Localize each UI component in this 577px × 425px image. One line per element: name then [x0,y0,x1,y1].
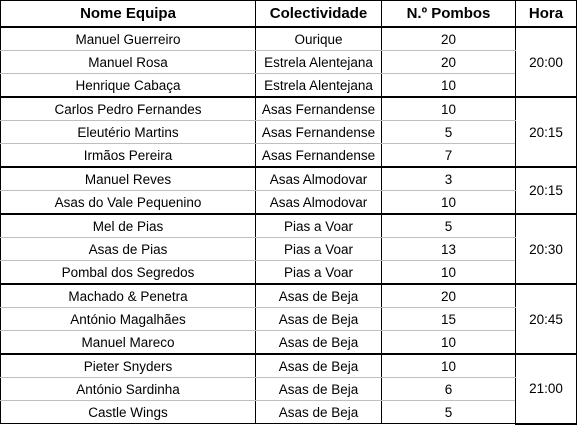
cell-colectividade: Asas Fernandense [256,121,382,144]
table-row [1,27,577,51]
cell-n-pombos: 5 [382,121,516,144]
cell-n-pombos: 5 [382,214,516,238]
cell-n-pombos: 10 [382,97,516,121]
table-header [1,1,577,28]
table-row [1,308,577,331]
table-row [1,238,577,261]
cell-hora: 20:15 [516,97,577,167]
cell-nome-equipa: Irmãos Pereira [1,144,256,168]
cell-nome-equipa: António Sardinha [1,378,256,401]
cell-n-pombos: 5 [382,401,516,424]
header-nome-equipa: Nome Equipa [1,1,256,28]
cell-nome-equipa: Castle Wings [1,401,256,424]
cell-n-pombos: 20 [382,284,516,308]
cell-colectividade: Ourique [256,27,382,51]
cell-nome-equipa: Pieter Snyders [1,354,256,378]
cell-n-pombos: 20 [382,27,516,51]
table-row [1,74,577,98]
cell-n-pombos: 3 [382,167,516,191]
table-row [1,331,577,355]
cell-colectividade: Asas de Beja [256,354,382,378]
table-row [1,354,577,378]
cell-nome-equipa: Pombal dos Segredos [1,261,256,285]
cell-colectividade: Asas Almodovar [256,167,382,191]
cell-n-pombos: 13 [382,238,516,261]
cell-colectividade: Asas de Beja [256,401,382,424]
table-row [1,401,577,424]
cell-n-pombos: 7 [382,144,516,168]
cell-nome-equipa: Carlos Pedro Fernandes [1,97,256,121]
header-hora: Hora [516,1,577,28]
cell-n-pombos: 10 [382,354,516,378]
cell-hora: 21:00 [516,354,577,424]
cell-n-pombos: 10 [382,331,516,355]
header-colectividade: Colectividade [256,1,382,28]
cell-nome-equipa: António Magalhães [1,308,256,331]
cell-nome-equipa: Manuel Reves [1,167,256,191]
table-row [1,97,577,121]
cell-colectividade: Estrela Alentejana [256,51,382,74]
cell-colectividade: Pias a Voar [256,214,382,238]
table-row [1,144,577,168]
cell-hora: 20:00 [516,27,577,97]
cell-colectividade: Estrela Alentejana [256,74,382,98]
cell-hora: 20:45 [516,284,577,354]
cell-colectividade: Asas de Beja [256,331,382,355]
cell-nome-equipa: Mel de Pias [1,214,256,238]
table-row [1,261,577,285]
cell-nome-equipa: Machado & Penetra [1,284,256,308]
cell-colectividade: Pias a Voar [256,261,382,285]
header-row [1,1,577,28]
cell-nome-equipa: Eleutério Martins [1,121,256,144]
table-row [1,121,577,144]
cell-n-pombos: 20 [382,51,516,74]
cell-hora: 20:30 [516,214,577,284]
cell-n-pombos: 10 [382,191,516,215]
table-row [1,378,577,401]
cell-n-pombos: 15 [382,308,516,331]
table-row [1,284,577,308]
cell-colectividade: Asas de Beja [256,308,382,331]
cell-colectividade: Asas Fernandense [256,144,382,168]
cell-hora: 20:15 [516,167,577,214]
cell-n-pombos: 10 [382,74,516,98]
header-n-pombos: N.º Pombos [382,1,516,28]
table-row [1,167,577,191]
table-row [1,214,577,238]
cell-colectividade: Asas de Beja [256,378,382,401]
cell-colectividade: Asas Almodovar [256,191,382,215]
table-row [1,191,577,215]
cell-nome-equipa: Asas de Pias [1,238,256,261]
cell-nome-equipa: Manuel Rosa [1,51,256,74]
cell-nome-equipa: Henrique Cabaça [1,74,256,98]
cell-colectividade: Asas de Beja [256,284,382,308]
cell-nome-equipa: Manuel Mareco [1,331,256,355]
cell-colectividade: Pias a Voar [256,238,382,261]
cell-nome-equipa: Manuel Guerreiro [1,27,256,51]
cell-n-pombos: 10 [382,261,516,285]
cell-nome-equipa: Asas do Vale Pequenino [1,191,256,215]
cell-colectividade: Asas Fernandense [256,97,382,121]
table-body [1,27,577,424]
cell-n-pombos: 6 [382,378,516,401]
table-row [1,51,577,74]
